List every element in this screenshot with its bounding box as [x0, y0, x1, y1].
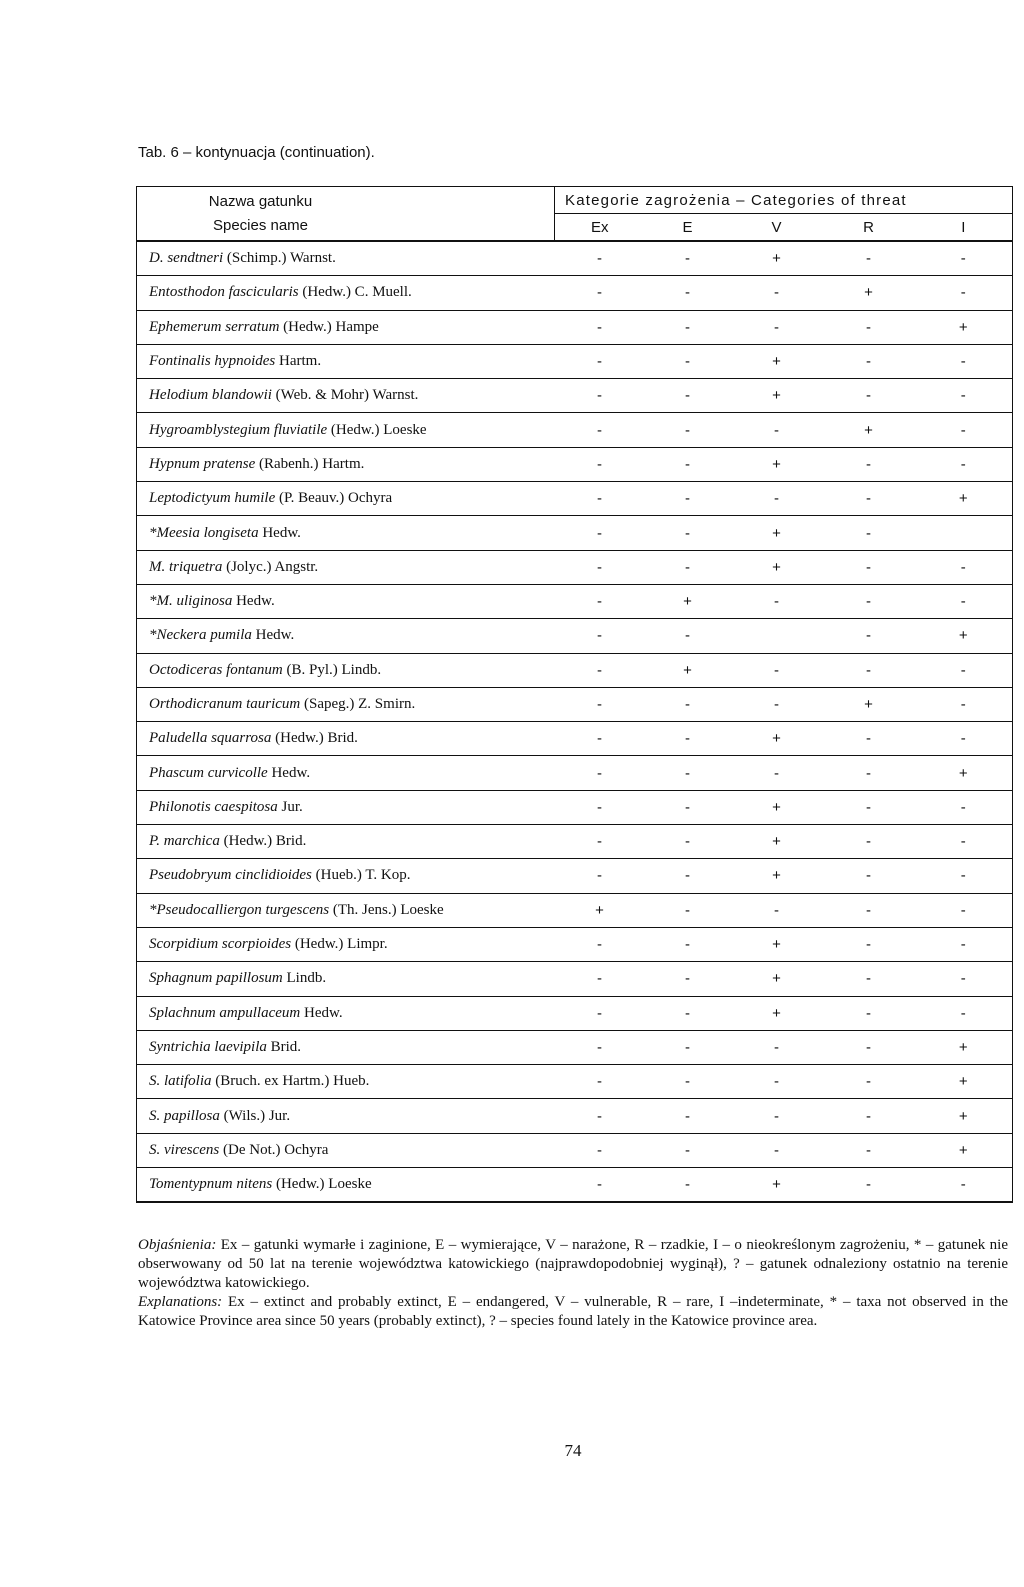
species-author: (P. Beauv.) Ochyra: [275, 490, 393, 507]
category-e-cell: -: [645, 379, 731, 413]
species-author: (Jolyc.) Angstr.: [222, 558, 319, 575]
category-i-cell: +: [915, 310, 1013, 344]
species-latin-name: S. papillosa: [149, 1107, 220, 1124]
species-latin-name: Paludella squarrosa: [149, 730, 272, 747]
category-v-cell: -: [731, 756, 823, 790]
category-v-cell: +: [731, 344, 823, 378]
category-r-cell: +: [823, 413, 915, 447]
category-e-cell: -: [645, 859, 731, 893]
species-name-cell: [137, 276, 555, 310]
species-latin-name: Ephemerum serratum: [149, 318, 280, 335]
table-caption: Tab. 6 – kontynuacja (continuation).: [138, 144, 375, 161]
species-name-cell: [137, 653, 555, 687]
species-latin-name: S. virescens: [149, 1141, 220, 1158]
category-r-cell: -: [823, 962, 915, 996]
species-name-cell: [137, 1030, 555, 1064]
code-i-header: I: [915, 214, 1013, 242]
category-v-cell: +: [731, 550, 823, 584]
table-row: [137, 756, 1013, 790]
species-name-cell: [137, 310, 555, 344]
species-author: (Hedw.) Hampe: [279, 318, 379, 335]
code-ex-header: Ex: [555, 214, 645, 242]
species-name-cell: [137, 1099, 555, 1133]
species-name-cell: [137, 584, 555, 618]
species-name-header: [137, 187, 555, 242]
table-row: [137, 1099, 1013, 1133]
category-i-cell: [915, 516, 1013, 550]
table-row: [137, 619, 1013, 653]
species-latin-name: Scorpidium scorpioides: [149, 936, 292, 953]
category-ex-cell: -: [555, 1030, 645, 1064]
category-v-cell: -: [731, 276, 823, 310]
category-e-cell: -: [645, 241, 731, 276]
species-latin-name: *Pseudocalliergon turgescens: [149, 901, 330, 918]
category-r-cell: -: [823, 310, 915, 344]
table-row: [137, 379, 1013, 413]
species-name-header-pl: Nazwa gatunku: [208, 192, 313, 210]
category-r-cell: -: [823, 550, 915, 584]
species-author: (Hueb.) T. Kop.: [311, 867, 411, 884]
table-row: [137, 722, 1013, 756]
species-author: (Hedw.) Brid.: [271, 730, 358, 747]
category-r-cell: -: [823, 893, 915, 927]
category-i-cell: -: [915, 859, 1013, 893]
code-e-header: E: [645, 214, 731, 242]
category-i-cell: -: [915, 790, 1013, 824]
category-r-cell: -: [823, 1133, 915, 1167]
category-e-cell: +: [645, 653, 731, 687]
category-r-cell: -: [823, 1099, 915, 1133]
category-ex-cell: -: [555, 1168, 645, 1203]
species-latin-name: Sphagnum papillosum: [149, 970, 283, 987]
species-name-cell: [137, 413, 555, 447]
species-latin-name: D. sendtneri: [149, 250, 224, 267]
species-author: Hedw.: [258, 524, 301, 541]
category-i-cell: -: [915, 1168, 1013, 1203]
category-i-cell: -: [915, 996, 1013, 1030]
table-row: [137, 996, 1013, 1030]
category-r-cell: -: [823, 996, 915, 1030]
species-author: (Wils.) Jur.: [219, 1107, 291, 1124]
category-v-cell: +: [731, 241, 823, 276]
category-ex-cell: -: [555, 516, 645, 550]
category-i-cell: -: [915, 653, 1013, 687]
species-latin-name: S. latifolia: [149, 1073, 212, 1090]
category-v-cell: -: [731, 1099, 823, 1133]
category-ex-cell: -: [555, 859, 645, 893]
table-row: [137, 1065, 1013, 1099]
table-row: [137, 893, 1013, 927]
category-i-cell: +: [915, 1065, 1013, 1099]
table-row: [137, 653, 1013, 687]
category-e-cell: -: [645, 927, 731, 961]
category-r-cell: -: [823, 722, 915, 756]
table-row: [137, 584, 1013, 618]
table-row: [137, 482, 1013, 516]
category-v-cell: -: [731, 413, 823, 447]
category-i-cell: -: [915, 825, 1013, 859]
category-i-cell: -: [915, 722, 1013, 756]
table-row: [137, 241, 1013, 276]
species-name-cell: [137, 482, 555, 516]
species-latin-name: Syntrichia laevipila: [149, 1038, 267, 1055]
category-ex-cell: -: [555, 1065, 645, 1099]
category-ex-cell: -: [555, 722, 645, 756]
species-author: Hartm.: [275, 353, 322, 370]
category-v-cell: [731, 619, 823, 653]
species-name-cell: [137, 859, 555, 893]
category-e-cell: -: [645, 344, 731, 378]
explanations-en-label: Explanations:: [138, 1294, 223, 1310]
species-name-cell: [137, 619, 555, 653]
category-i-cell: -: [915, 893, 1013, 927]
explanations-en-text: Ex – extinct and probably extinct, E – endangered, V – vulnerable, R – rare, I –indeterminate, * – taxa not observed in the Katowice Province area since 50 years (probably extinct), ? – species found lately in the Katowice province area.: [138, 1294, 1008, 1329]
category-e-cell: -: [645, 310, 731, 344]
species-latin-name: Entosthodon fascicularis: [149, 284, 299, 301]
category-ex-cell: +: [555, 893, 645, 927]
species-name-cell: [137, 687, 555, 721]
species-latin-name: Philonotis caespitosa: [149, 798, 278, 815]
category-e-cell: -: [645, 962, 731, 996]
category-i-cell: +: [915, 619, 1013, 653]
category-e-cell: -: [645, 687, 731, 721]
table-row: [137, 1133, 1013, 1167]
species-latin-name: Splachnum ampullaceum: [149, 1004, 301, 1021]
category-r-cell: -: [823, 447, 915, 481]
table-row: [137, 550, 1013, 584]
explanations-pl-label: Objaśnienia:: [138, 1237, 217, 1253]
category-ex-cell: -: [555, 962, 645, 996]
category-ex-cell: -: [555, 996, 645, 1030]
category-ex-cell: -: [555, 550, 645, 584]
category-ex-cell: -: [555, 241, 645, 276]
category-ex-cell: -: [555, 756, 645, 790]
table-row: [137, 413, 1013, 447]
category-r-cell: -: [823, 1168, 915, 1203]
species-name-cell: [137, 962, 555, 996]
category-r-cell: -: [823, 859, 915, 893]
category-v-cell: -: [731, 1030, 823, 1064]
category-e-cell: -: [645, 893, 731, 927]
species-name-cell: [137, 893, 555, 927]
category-e-cell: -: [645, 722, 731, 756]
species-author: (Web. & Mohr) Warnst.: [271, 387, 419, 404]
category-i-cell: -: [915, 687, 1013, 721]
category-i-cell: -: [915, 379, 1013, 413]
species-author: Brid.: [266, 1038, 302, 1055]
species-author: Lindb.: [282, 970, 327, 987]
category-r-cell: -: [823, 344, 915, 378]
table-row: [137, 516, 1013, 550]
category-v-cell: +: [731, 927, 823, 961]
category-r-cell: -: [823, 653, 915, 687]
category-ex-cell: -: [555, 344, 645, 378]
category-ex-cell: -: [555, 447, 645, 481]
category-e-cell: -: [645, 516, 731, 550]
category-e-cell: -: [645, 756, 731, 790]
category-i-cell: -: [915, 927, 1013, 961]
category-i-cell: -: [915, 344, 1013, 378]
species-name-cell: [137, 344, 555, 378]
category-r-cell: -: [823, 516, 915, 550]
species-latin-name: Hypnum pratense: [149, 455, 256, 472]
species-author: (Hedw.) Loeske: [272, 1176, 372, 1193]
category-e-cell: -: [645, 619, 731, 653]
category-v-cell: +: [731, 379, 823, 413]
species-latin-name: Tomentypnum nitens: [149, 1176, 273, 1193]
species-latin-name: Phascum curvicolle: [149, 764, 268, 781]
species-latin-name: P. marchica: [149, 833, 220, 850]
category-v-cell: +: [731, 996, 823, 1030]
table-row: [137, 1030, 1013, 1064]
species-latin-name: Helodium blandowii: [149, 387, 272, 404]
species-name-cell: [137, 1133, 555, 1167]
category-r-cell: -: [823, 825, 915, 859]
category-r-cell: -: [823, 241, 915, 276]
species-name-cell: [137, 996, 555, 1030]
table-row: [137, 927, 1013, 961]
species-name-cell: [137, 241, 555, 276]
category-ex-cell: -: [555, 379, 645, 413]
category-v-cell: -: [731, 687, 823, 721]
category-r-cell: +: [823, 276, 915, 310]
category-ex-cell: -: [555, 825, 645, 859]
category-e-cell: -: [645, 1065, 731, 1099]
explanations-pl-text: Ex – gatunki wymarłe i zaginione, E – wymierające, V – narażone, R – rzadkie, I – o nieokreślonym zagrożeniu, * – gatunek nie obserwowany od 50 lat na terenie województwa katowickiego (najprawdopodobniej wyginął), ? – gatunek odnaleziony ostatnio na terenie województwa katowickiego.: [138, 1237, 1008, 1291]
category-e-cell: -: [645, 413, 731, 447]
category-e-cell: -: [645, 482, 731, 516]
category-e-cell: -: [645, 1168, 731, 1203]
species-author: (Hedw.) Loeske: [327, 421, 427, 438]
category-r-cell: -: [823, 482, 915, 516]
category-v-cell: -: [731, 653, 823, 687]
page-number: 74: [564, 1441, 582, 1460]
category-i-cell: +: [915, 756, 1013, 790]
code-r-header: R: [823, 214, 915, 242]
species-name-cell: [137, 927, 555, 961]
category-v-cell: -: [731, 310, 823, 344]
category-ex-cell: -: [555, 413, 645, 447]
species-author: (Bruch. ex Hartm.) Hueb.: [211, 1073, 370, 1090]
category-r-cell: -: [823, 756, 915, 790]
category-e-cell: -: [645, 276, 731, 310]
species-name-cell: [137, 790, 555, 824]
species-name-cell: [137, 550, 555, 584]
species-author: Hedw.: [251, 627, 295, 644]
category-r-cell: -: [823, 1065, 915, 1099]
category-ex-cell: -: [555, 687, 645, 721]
category-r-cell: -: [823, 619, 915, 653]
species-latin-name: Leptodictyum humile: [149, 490, 276, 507]
category-i-cell: +: [915, 1099, 1013, 1133]
table-row: [137, 447, 1013, 481]
species-latin-name: *M. uliginosa: [149, 593, 233, 610]
category-ex-cell: -: [555, 584, 645, 618]
category-v-cell: +: [731, 962, 823, 996]
category-ex-cell: -: [555, 276, 645, 310]
species-name-cell: [137, 825, 555, 859]
species-name-cell: [137, 1168, 555, 1203]
species-author: (Th. Jens.) Loeske: [329, 901, 444, 918]
species-latin-name: *Neckera pumila: [149, 627, 252, 644]
species-latin-name: *Meesia longiseta: [149, 524, 259, 541]
category-e-cell: -: [645, 447, 731, 481]
species-author: Hedw.: [232, 593, 275, 610]
category-r-cell: -: [823, 927, 915, 961]
category-i-cell: -: [915, 413, 1013, 447]
species-latin-name: Hygroamblystegium fluviatile: [149, 421, 328, 438]
category-v-cell: +: [731, 1168, 823, 1203]
species-latin-name: Octodiceras fontanum: [149, 661, 283, 678]
table-row: [137, 859, 1013, 893]
category-i-cell: -: [915, 550, 1013, 584]
species-author: (Hedw.) Brid.: [219, 833, 307, 850]
category-v-cell: +: [731, 859, 823, 893]
species-author: (Hedw.) Limpr.: [291, 936, 388, 953]
category-v-cell: -: [731, 893, 823, 927]
category-i-cell: -: [915, 276, 1013, 310]
categories-header: Kategorie zagrożenia – Categories of threat: [555, 187, 1013, 214]
species-name-cell: [137, 756, 555, 790]
table-row: [137, 344, 1013, 378]
category-v-cell: -: [731, 482, 823, 516]
category-e-cell: -: [645, 1099, 731, 1133]
category-ex-cell: -: [555, 1099, 645, 1133]
species-rows: [137, 241, 1013, 1202]
category-i-cell: +: [915, 1133, 1013, 1167]
category-ex-cell: -: [555, 482, 645, 516]
explanations-pl: [138, 1236, 1008, 1293]
category-r-cell: -: [823, 790, 915, 824]
category-e-cell: -: [645, 996, 731, 1030]
category-ex-cell: -: [555, 1133, 645, 1167]
species-author: (B. Pyl.) Lindb.: [282, 661, 382, 678]
category-ex-cell: -: [555, 790, 645, 824]
category-v-cell: +: [731, 516, 823, 550]
category-e-cell: -: [645, 825, 731, 859]
category-i-cell: -: [915, 447, 1013, 481]
table-row: [137, 276, 1013, 310]
threat-categories-table: [136, 186, 1013, 1203]
table-row: [137, 687, 1013, 721]
category-ex-cell: -: [555, 653, 645, 687]
species-author: (De Not.) Ochyra: [219, 1141, 329, 1158]
species-latin-name: M. triquetra: [149, 558, 223, 575]
category-e-cell: -: [645, 550, 731, 584]
species-name-cell: [137, 447, 555, 481]
category-v-cell: +: [731, 825, 823, 859]
species-name-cell: [137, 1065, 555, 1099]
table-row: [137, 790, 1013, 824]
species-author: Jur.: [277, 798, 303, 815]
category-ex-cell: -: [555, 310, 645, 344]
table-row: [137, 1168, 1013, 1203]
species-name-cell: [137, 379, 555, 413]
species-author: (Sapeg.) Z. Smirn.: [300, 696, 416, 712]
explanations-block: [138, 1236, 1008, 1331]
species-author: Hedw.: [267, 764, 311, 781]
species-name-cell: [137, 516, 555, 550]
species-author: (Schimp.) Warnst.: [223, 250, 336, 267]
species-latin-name: Orthodicranum tauricum: [149, 696, 301, 712]
category-i-cell: -: [915, 584, 1013, 618]
species-author: (Hedw.) C. Muell.: [298, 284, 412, 301]
table-row: [137, 825, 1013, 859]
category-e-cell: -: [645, 1133, 731, 1167]
species-name-header-en: Species name: [212, 216, 309, 234]
category-i-cell: -: [915, 241, 1013, 276]
species-author: Hedw.: [300, 1004, 343, 1021]
category-e-cell: -: [645, 1030, 731, 1064]
category-ex-cell: -: [555, 619, 645, 653]
category-i-cell: +: [915, 1030, 1013, 1064]
category-v-cell: -: [731, 1133, 823, 1167]
code-v-header: V: [731, 214, 823, 242]
category-r-cell: +: [823, 687, 915, 721]
category-v-cell: -: [731, 584, 823, 618]
explanations-en: [138, 1293, 1008, 1331]
table-row: [137, 962, 1013, 996]
category-i-cell: -: [915, 962, 1013, 996]
category-r-cell: -: [823, 379, 915, 413]
category-ex-cell: -: [555, 927, 645, 961]
species-author: (Rabenh.) Hartm.: [255, 455, 365, 472]
category-i-cell: +: [915, 482, 1013, 516]
category-v-cell: +: [731, 790, 823, 824]
category-v-cell: +: [731, 722, 823, 756]
species-name-cell: [137, 722, 555, 756]
category-r-cell: -: [823, 584, 915, 618]
category-v-cell: -: [731, 1065, 823, 1099]
category-v-cell: +: [731, 447, 823, 481]
table-row: [137, 310, 1013, 344]
species-latin-name: Fontinalis hypnoides: [149, 353, 276, 370]
category-e-cell: +: [645, 584, 731, 618]
category-e-cell: -: [645, 790, 731, 824]
species-latin-name: Pseudobryum cinclidioides: [149, 867, 312, 884]
category-r-cell: -: [823, 1030, 915, 1064]
